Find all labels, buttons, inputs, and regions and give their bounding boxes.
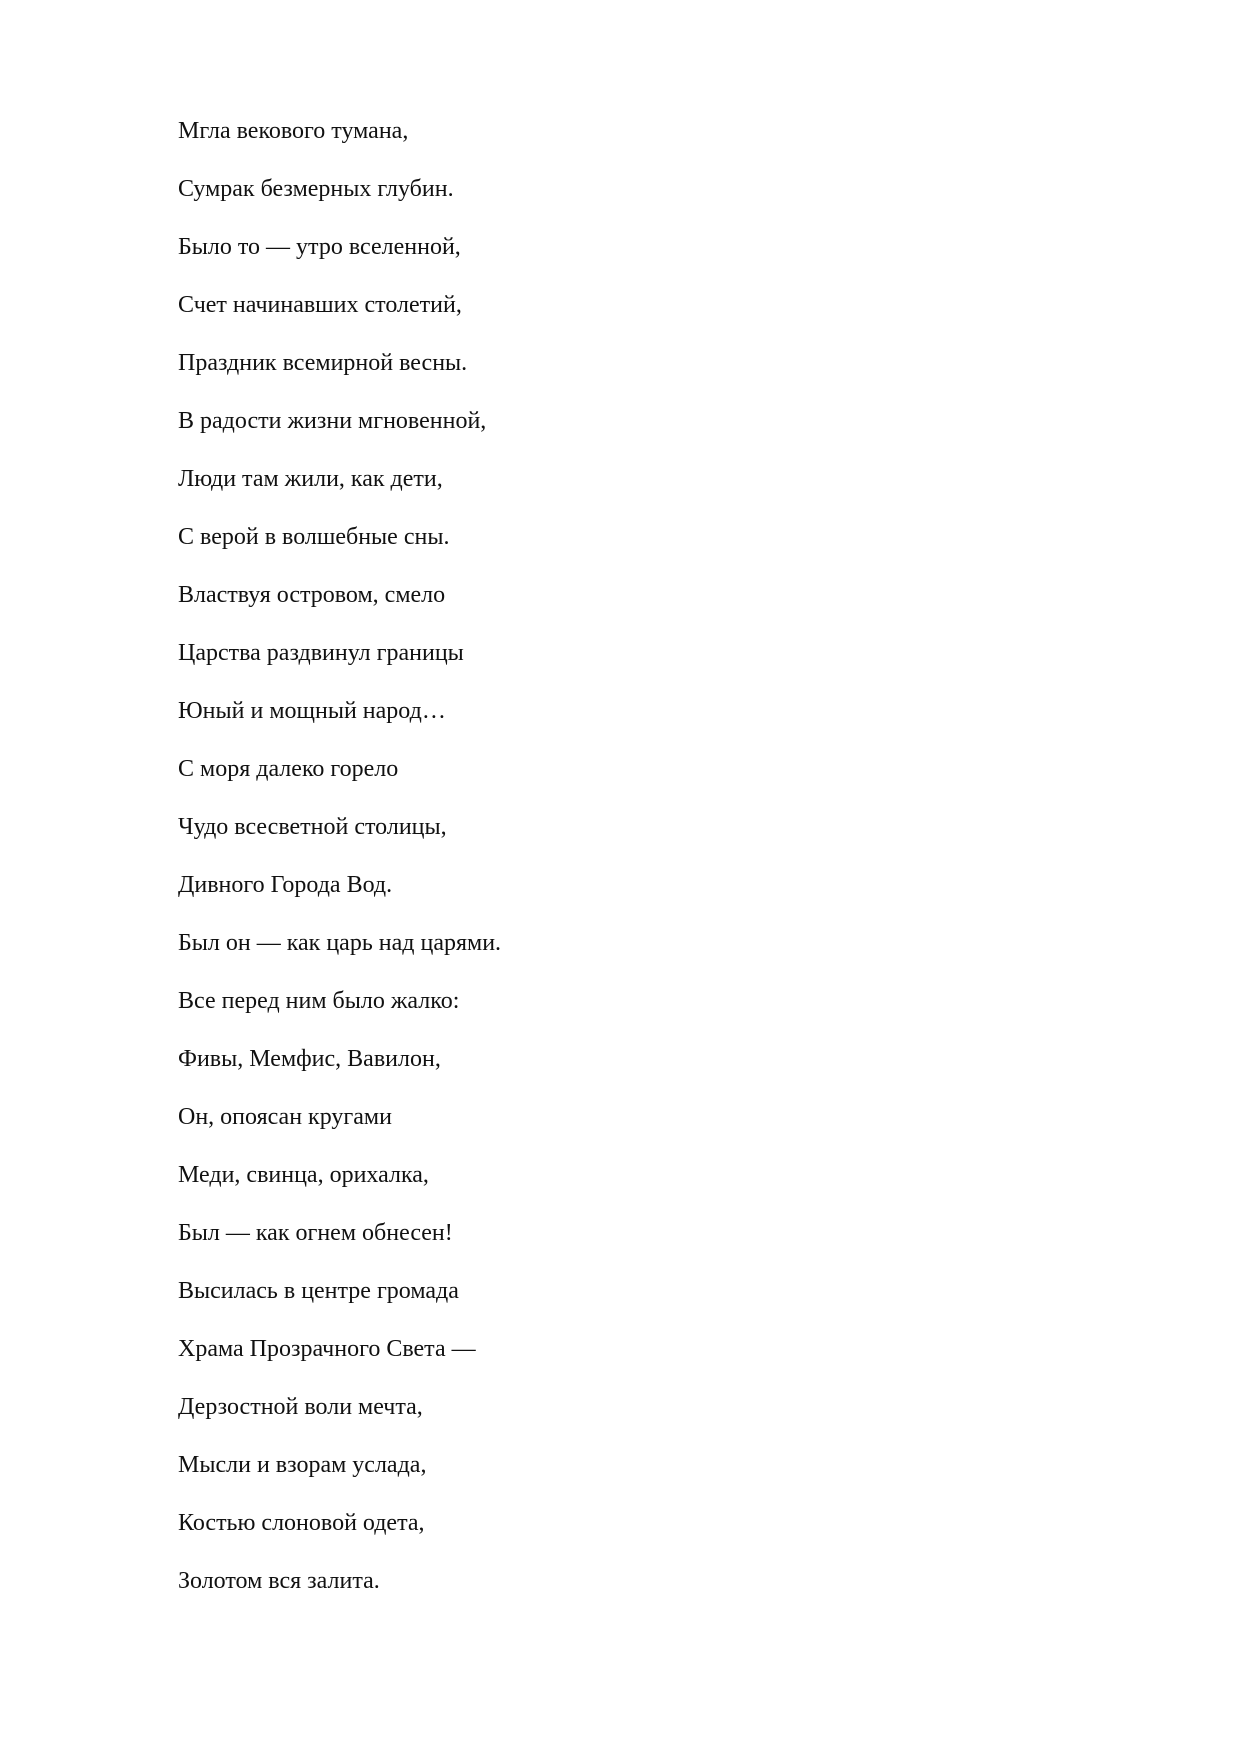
poem-text — [178, 116, 501, 1624]
poem-line-19: Меди, свинца, орихалка, — [178, 1162, 429, 1188]
poem-line-25: Костью слоновой одета, — [178, 1510, 425, 1536]
poem-line-3: Было то — утро вселенной, — [178, 234, 461, 260]
poem-line-20: Был — как огнем обнесен! — [178, 1220, 453, 1246]
poem-line-17: Фивы, Мемфис, Вавилон, — [178, 1046, 441, 1072]
poem-line-26: Золотом вся залита. — [178, 1568, 380, 1594]
poem-line-6: В радости жизни мгновенной, — [178, 408, 487, 434]
poem-line-14: Дивного Города Вод. — [178, 872, 393, 898]
poem-line-8: С верой в волшебные сны. — [178, 524, 450, 550]
poem-line-24: Мысли и взорам услада, — [178, 1452, 427, 1478]
poem-line-9: Властвуя островом, смело — [178, 582, 446, 608]
poem-line-11: Юный и мощный народ… — [178, 698, 446, 724]
poem-line-21: Высилась в центре громада — [178, 1278, 459, 1304]
poem-line-12: С моря далеко горело — [178, 756, 399, 782]
poem-line-5: Праздник всемирной весны. — [178, 350, 468, 376]
poem-line-18: Он, опоясан кругами — [178, 1104, 392, 1130]
poem-line-1: Мгла векового тумана, — [178, 118, 409, 144]
poem-line-15: Был он — как царь над царями. — [178, 930, 502, 956]
poem-line-4: Счет начинавших столетий, — [178, 292, 462, 318]
poem-line-23: Дерзостной воли мечта, — [178, 1394, 423, 1420]
poem-line-22: Храма Прозрачного Света — — [178, 1336, 476, 1362]
poem-line-13: Чудо всесветной столицы, — [178, 814, 447, 840]
poem-line-10: Царства раздвинул границы — [178, 640, 464, 666]
poem-line-16: Все перед ним было жалко: — [178, 988, 460, 1014]
poem-line-2: Сумрак безмерных глубин. — [178, 176, 454, 202]
poem-line-7: Люди там жили, как дети, — [178, 466, 443, 492]
